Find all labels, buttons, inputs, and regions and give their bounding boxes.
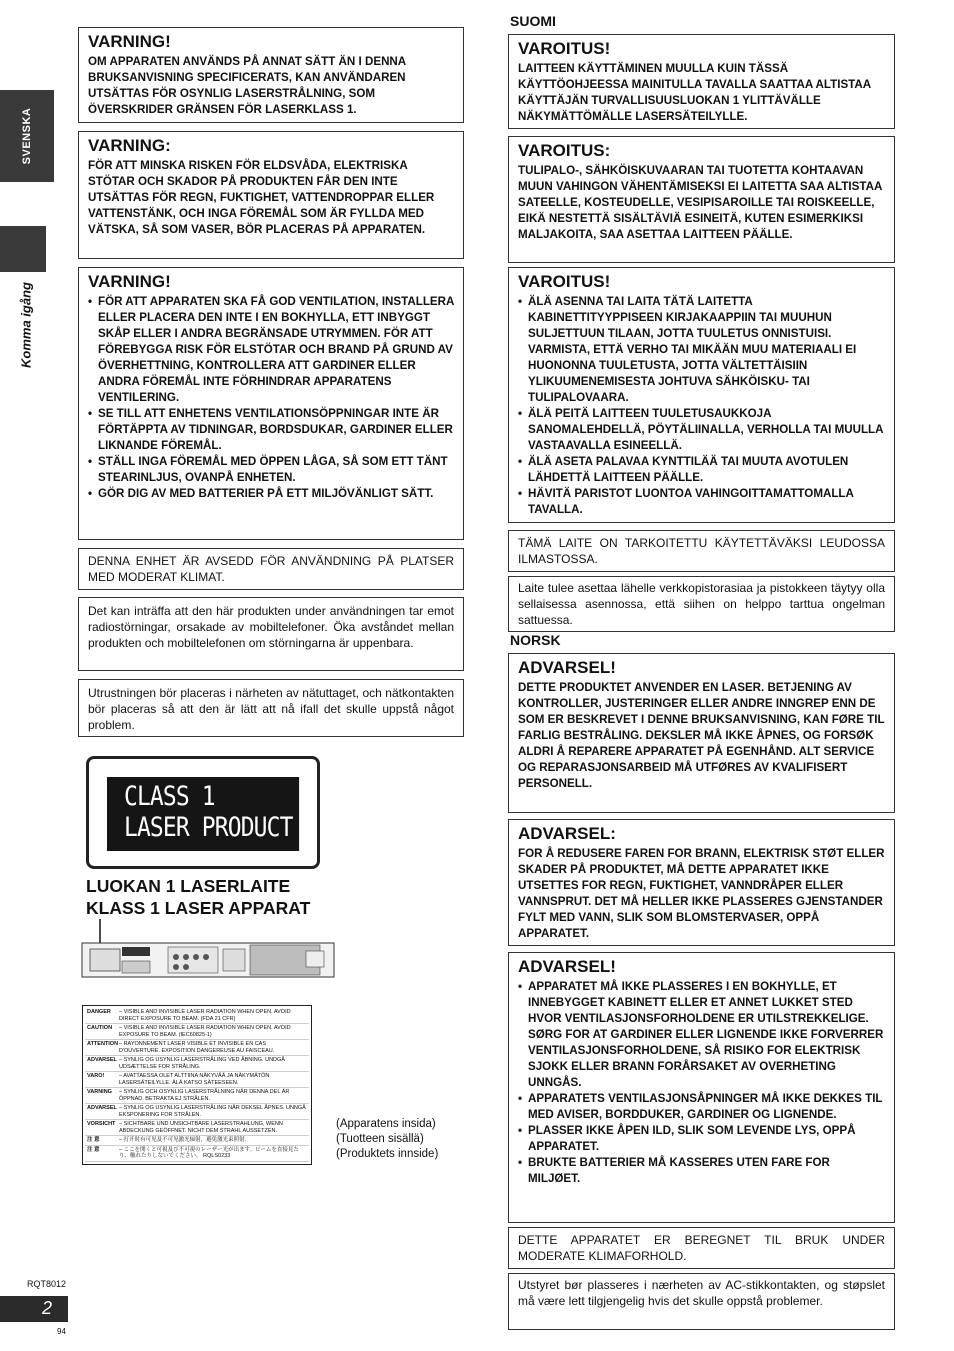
label-row-text: – RAYONNEMENT LASER VISIBLE ET INVISIBLE EN CAS D'OUVERTURE. EXPOSITION DANGEREUSE AU FAISCEAU.: [119, 1041, 275, 1054]
section-tab: [0, 226, 46, 272]
language-tab: [0, 90, 54, 182]
label-row-text: – SYNLIG OG USYNLIG LASERSTRÅLING VED ÅBNING. UNDGÅ UDSÆTTELSE FOR STRÅLING.: [119, 1057, 285, 1070]
label-row: [85, 1008, 309, 1024]
class1-laser-badge: [86, 756, 320, 869]
device-rear-panel: [78, 915, 338, 981]
laser-caption-sv: KLASS 1 LASER APPARAT: [86, 898, 311, 918]
list-item: • GÖR DIG AV MED BATTERIER PÅ ETT MILJÖVÄNLIGT SÄTT.: [88, 486, 454, 502]
inside-caption: [336, 1117, 438, 1162]
list-item: • BRUKTE BATTERIER MÅ KASSERES UTEN FARE FOR MILJØET.: [518, 1155, 885, 1187]
fi-note-outlet: [508, 576, 895, 632]
note-text: TÄMÄ LAITE ON TARKOITETTU KÄYTETTÄVÄKSI LEUDOSSA ILMASTOSSA.: [518, 536, 885, 566]
language-tab-label: SVENSKA: [21, 107, 33, 165]
list-item: • APPARATETS VENTILASJONSÅPNINGER MÅ IKKE DEKKES TIL MED AVISER, BORDDUKER, GARDINER OG LIGNENDE.: [518, 1091, 885, 1123]
sv-note-radio: [78, 597, 464, 671]
label-row-key: ADVARSEL: [87, 1057, 117, 1063]
label-row: [85, 1040, 309, 1056]
list-item: • SE TILL ATT ENHETENS VENTILATIONSÖPPNINGAR INTE ÄR FÖRTÄPPTA AV TIDNINGAR, BORDSDUKAR, GARDINER ELLER LIKNANDE FÖREMÅL.: [88, 406, 454, 454]
label-row-text: – SICHTBARE UND UNSICHTBARE LASERSTRAHLUNG, WENN ABDECKUNG GEÖFFNET. NICHT DEM STRAHL AUSSETZEN.: [119, 1121, 283, 1134]
list-item: • STÄLL INGA FÖREMÅL MED ÖPPEN LÅGA, SÅ SOM ETT TÄNT STEARINLJUS, OVANPÅ ENHETEN.: [88, 454, 454, 486]
class1-line: LASER PRODUCT: [124, 812, 293, 843]
warning-body: OM APPARATEN ANVÄNDS PÅ ANNAT SÄTT ÄN I DENNA BRUKSANVISNING SPECIFICERATS, KAN ANVÄNDAREN UTSÄTTAS FÖR OSYNLIG LASERSTRÅLNING, SOM ÖVERSKRIDER GRÄNSEN FÖR LASERKLASS 1.: [88, 55, 406, 116]
label-row: [85, 1088, 309, 1104]
sv-warning-fire: [78, 131, 464, 259]
label-row-text: – VISIBLE AND INVISIBLE LASER RADIATION WHEN OPEN. AVOID DIRECT EXPOSURE TO BEAM. (FDA 21 CFR): [119, 1009, 291, 1022]
warning-list: [518, 294, 885, 518]
label-row-key: VARNING: [87, 1089, 112, 1095]
fi-warning-ventilation: [508, 267, 895, 523]
laser-caption-fi: LUOKAN 1 LASERLAITE: [86, 876, 291, 896]
section-heading-norsk: NORSK: [510, 632, 561, 648]
label-row: [85, 1120, 309, 1136]
note-text: Laite tulee asettaa lähelle verkkopistorasiaa ja pistokkeen täytyy olla sellaisessa asennossa, että siihen on helppo tarttua ongelman sattuessa.: [518, 581, 885, 627]
laser-warning-label: [82, 1005, 312, 1165]
label-row: [85, 1146, 309, 1162]
label-row-key: ADVARSEL: [87, 1105, 117, 1111]
warning-list: [88, 294, 454, 502]
warning-title: VAROITUS!: [518, 39, 611, 58]
label-row-text: – AVATTAESSA OLET ALTTIINA NÄKYVÄÄ JA NÄKYMÄTÖN LASERSÄTEILYLLE. ÄLÄ KATSO SÄTEESEEN.: [119, 1073, 270, 1086]
label-row-key: ATTENTION: [87, 1041, 119, 1047]
warning-title: VAROITUS!: [518, 272, 611, 291]
no-note-outlet: [508, 1273, 895, 1330]
page-number-block: [0, 1296, 68, 1322]
inside-caption-line: (Apparatens insida): [336, 1118, 436, 1130]
class1-line: CLASS 1: [124, 781, 215, 812]
note-text: Utstyret bør plasseres i nærheten av AC-stikkontakten, og støpslet må være lett tilgjengelig hvis det skulle oppstå problemer.: [518, 1278, 885, 1308]
list-item: • ÄLÄ ASETA PALAVAA KYNTTILÄÄ TAI MUUTA AVOTULEN LÄHDETTÄ LAITTEEN PÄÄLLE.: [518, 454, 885, 486]
warning-title: VAROITUS:: [518, 141, 611, 160]
sv-note-outlet: [78, 679, 464, 737]
label-row: [85, 1024, 309, 1040]
label-row: [85, 1136, 309, 1146]
section-tab-label: Komma igång: [18, 282, 34, 368]
label-row-text: – SYNLIG OG USYNLIG LASERSTRÅLING NÅR DEKSEL ÅPNES. UNNGÅ EKSPONERING FOR STRÅLEN.: [119, 1105, 306, 1118]
label-row-text: – ここを開くと可視及び不可視のレーザー光が出ます。ビームを直接見たり、触れたりしないでください。 RQLS0233: [119, 1146, 299, 1159]
warning-title: VARNING:: [88, 136, 171, 155]
label-row-key: VORSICHT: [87, 1121, 116, 1127]
no-warning-ventilation: [508, 952, 895, 1223]
section-heading-suomi: SUOMI: [510, 13, 556, 29]
list-item: • FÖR ATT APPARATEN SKA FÅ GOD VENTILATION, INSTALLERA ELLER PLACERA DEN INTE I EN BOKHYLLA, ETT INBYGGT SKÅP ELLER I ANDRA BEGRÄNSADE UTRYMMEN. FÖR ATT FÖREBYGGA RISK FÖR ELSTÖTAR OCH BRAND PÅ GRUND AV ÖVERHETTNING, KONTROLLERA ATT GARDINER ELLER ANDRA FÖREMÅL INTE FÖRHINDRAR APPARATENS VENTILERING.: [88, 294, 454, 406]
list-item: • ÄLÄ PEITÄ LAITTEEN TUULETUSAUKKOJA SANOMALEHDELLÄ, PÖYTÄLIINALLA, VERHOLLA TAI MUULLA VASTAAVALLA ESINEELLÄ.: [518, 406, 885, 454]
no-warning-fire: [508, 819, 895, 946]
label-row-key: VARO!: [87, 1073, 105, 1079]
label-row-key: DANGER: [87, 1009, 111, 1015]
label-row-text: – 打开时有可见及不可见激光辐射，避免激光束照射。: [119, 1137, 251, 1143]
sv-warning-ventilation: [78, 267, 464, 540]
warning-body: TULIPALO-, SÄHKÖISKUVAARAN TAI TUOTETTA KOHTAAVAN MUUN VAHINGON VÄHENTÄMISEKSI EI LAITETTA SAA ALTISTAA SATEELLE, KOSTEUDELLE, VESIPISAROILLE TAI ROISKEELLE, EIKÄ NESTETTÄ SISÄLTÄVIÄ ESINEITÄ, KUTEN ESIMERKIKSI MALJAKOITA, SAA ASETTAA LAITTEEN PÄÄLLE.: [518, 164, 882, 241]
warning-title: ADVARSEL!: [518, 957, 616, 976]
class1-laser-label: [107, 777, 299, 851]
warning-title: ADVARSEL!: [518, 658, 616, 677]
label-row: [85, 1104, 309, 1120]
no-warning-laser: [508, 653, 895, 813]
list-item: • HÄVITÄ PARISTOT LUONTOA VAHINGOITTAMATTOMALLA TAVALLA.: [518, 486, 885, 518]
sv-warning-laser: [78, 27, 464, 123]
warning-title: ADVARSEL:: [518, 824, 616, 843]
sv-note-climate: [78, 548, 464, 590]
warning-title: VARNING!: [88, 272, 171, 291]
fi-warning-fire: [508, 136, 895, 263]
warning-body: DETTE PRODUKTET ANVENDER EN LASER. BETJENING AV KONTROLLER, JUSTERINGER ELLER ANDRE INNGREP ENN DE SOM ER BESKREVET I DENNE BRUKSANVISNING, KAN FØRE TIL FARLIG BESTRÅLING. DEKSLER MÅ IKKE ÅPNES, OG FORSØK ALDRI Å REPARERE APPARATET PÅ EGENHÅND. ALT SERVICE OG REPARASJONSARBEID MÅ UTFØRES AV KVALIFISERT PERSONELL.: [518, 681, 885, 790]
sub-page-number: 94: [57, 1327, 66, 1336]
warning-body: LAITTEEN KÄYTTÄMINEN MUULLA KUIN TÄSSÄ KÄYTTÖOHJEESSA MAINITULLA TAVALLA SAATTAA ALTISTAA KÄYTTÄJÄN TURVALLISUUSLUOKAN 1 YLITTÄVÄLLE NÄKYMÄTTÖMÄLLE LASERSÄTEILYLLE.: [518, 62, 871, 123]
inside-caption-line: (Tuotteen sisällä): [336, 1133, 424, 1145]
no-note-climate: [508, 1227, 895, 1269]
fi-warning-laser: [508, 34, 895, 129]
warning-list: [518, 979, 885, 1187]
label-row-text: – SYNLIG OCH OSYNLIG LASERSTRÅLNING NÄR DENNA DEL ÄR ÖPPNAD. BETRAKTA EJ STRÅLEN.: [119, 1089, 290, 1102]
label-row-text: – VISIBLE AND INVISIBLE LASER RADIATION WHEN OPEN. AVOID EXPOSURE TO BEAM. (IEC60825-1): [119, 1025, 291, 1038]
fi-note-climate: [508, 530, 895, 572]
label-row-key: CAUTION: [87, 1025, 113, 1031]
model-code: RQT8012: [27, 1279, 67, 1289]
list-item: • ÄLÄ ASENNA TAI LAITA TÄTÄ LAITETTA KABINETTITYYPPISEEN KIRJAKAAPPIIN TAI MUUHUN SULJETTUUN TILAAN, JOTTA TUULETUS ONNISTUISI. VARMISTA, ETTÄ VERHO TAI MIKÄÄN MUU MATERIAALI EI HUONONNA TUULETUSTA, JOTTA VÄLTETTÄISIIN YLIKUUMENEMISESTA JOHTUVA SÄHKÖISKU- TAI TULIPALOVAARA.: [518, 294, 885, 406]
label-row-key: 注 意: [87, 1137, 100, 1143]
note-text: DENNA ENHET ÄR AVSEDD FÖR ANVÄNDNING PÅ PLATSER MED MODERAT KLIMAT.: [88, 554, 454, 584]
warning-title: VARNING!: [88, 32, 171, 51]
list-item: • PLASSER IKKE ÅPEN ILD, SLIK SOM LEVENDE LYS, OPPÅ APPARATET.: [518, 1123, 885, 1155]
note-text: DETTE APPARATET ER BEREGNET TIL BRUK UNDER MODERATE KLIMAFORHOLD.: [518, 1233, 885, 1263]
warning-body: FOR Å REDUSERE FAREN FOR BRANN, ELEKTRISK STØT ELLER SKADER PÅ PRODUKTET, MÅ DETTE APPARATET IKKE UTSETTES FOR REGN, FUKTIGHET, VANNDRÅPER ELLER VANNSPRUT. DET MÅ HELLER IKKE PLASSERES GJENSTANDER FYLT MED VANN, SLIK SOM BLOMSTERVASER, OPPÅ APPARATET.: [518, 847, 885, 940]
note-text: Utrustningen bör placeras i närheten av nätuttaget, och nätkontakten bör placeras så att den är lätt att nå ifall det skulle uppstå något problem.: [88, 686, 454, 732]
page-number: 2: [42, 1298, 53, 1318]
inside-caption-line: (Produktets innside): [336, 1148, 439, 1160]
note-text: Det kan inträffa att den här produkten under användningen tar emot radiostörningar, orsakade av mobiltelefoner. Öka avståndet mellan produkten och mobiltelefonen om störningarna är uppenbara.: [88, 604, 454, 650]
label-row: [85, 1056, 309, 1072]
label-rows: [85, 1008, 309, 1162]
warning-body: FÖR ATT MINSKA RISKEN FÖR ELDSVÅDA, ELEKTRISKA STÖTAR OCH SKADOR PÅ PRODUKTEN FÅR DEN INTE UTSÄTTAS FÖR REGN, FUKTIGHET, VATTENDROPPAR ELLER VATTENSTÄNK, OCH INGA FÖREMÅL SOM ÄR FYLLDA MED VÄTSKA, SÅ SOM VASER, BÖR PLACERAS PÅ APPARATEN.: [88, 159, 435, 236]
label-row-key: 注 意: [87, 1146, 100, 1153]
label-row: [85, 1072, 309, 1088]
list-item: • APPARATET MÅ IKKE PLASSERES I EN BOKHYLLE, ET INNEBYGGET KABINETT ELLER ET ANNET LUKKET STED HVOR VENTILASJONSFORHOLDENE ER UTILSTREKKELIGE. SØRG FOR AT GARDINER ELLER LIGNENDE IKKE FORVERRER VENTILASJONSFORHOLDENE, SÅ RISIKO FOR ELEKTRISK SJOKK ELLER BRANN FORÅRSAKET AV OVERHETING UNNGÅS.: [518, 979, 885, 1091]
